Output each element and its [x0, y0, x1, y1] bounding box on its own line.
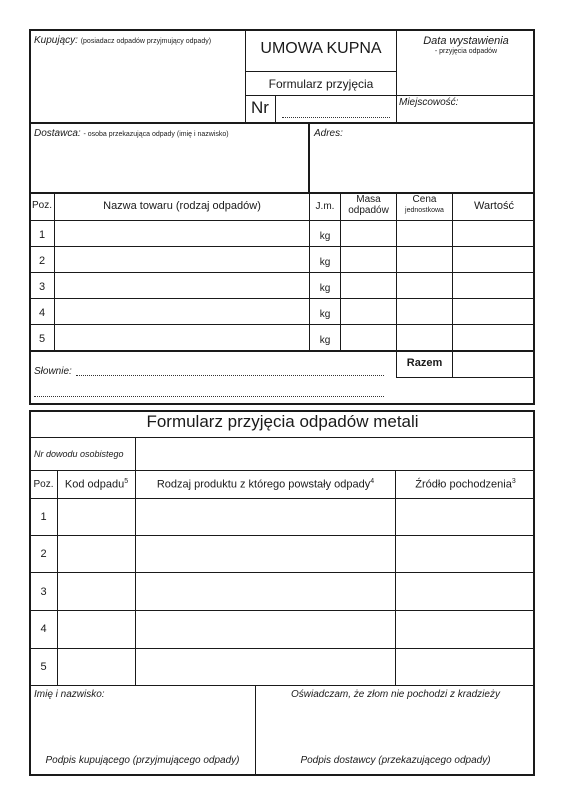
metals-form-title: Formularz przyjęcia odpadów metali [146, 412, 419, 431]
col-price-1: Cena [412, 194, 437, 205]
col-value: Wartość [474, 200, 514, 212]
contract-title: UMOWA KUPNA [260, 40, 382, 57]
col-waste-code: Kod odpadu$^5$ [64, 478, 129, 491]
buyer-signature-label: Podpis kupującego (przyjmującego odpady) [45, 755, 240, 766]
row-pos: 4 [38, 307, 46, 319]
row-pos: 1 [40, 511, 47, 523]
address-label: Adres: [314, 128, 343, 139]
buyer-signature-field[interactable] [32, 705, 253, 750]
row-unit: kg [319, 231, 331, 242]
amount-in-words-field[interactable] [76, 375, 384, 376]
total-value-field[interactable] [454, 352, 534, 376]
declaration-text: Oświadczam, że złom nie pochodzi z kradzieży [291, 689, 500, 700]
supplier-signature-field[interactable] [258, 705, 533, 750]
issue-date-label: Data wystawienia [423, 35, 509, 47]
row-unit: kg [319, 257, 331, 268]
total-label: Razem [406, 357, 443, 369]
contract-subtitle: Formularz przyjęcia [268, 77, 374, 91]
row-pos: 2 [40, 548, 47, 560]
col-price-2: jednostkowa [405, 207, 444, 214]
id-number-label: Nr dowodu osobistego [34, 449, 124, 459]
full-name-label: Imię i nazwisko: [34, 689, 105, 700]
amount-in-words-field-2[interactable] [34, 396, 384, 397]
row-unit: kg [319, 335, 331, 346]
row-pos: 2 [38, 255, 46, 267]
row-unit: kg [319, 283, 331, 294]
col-source: Źródło pochodzenia$^3$ [415, 478, 516, 491]
col-position: Poz. [31, 200, 52, 211]
buyer-note: (posiadacz odpadów przyjmujący odpady) [80, 38, 212, 45]
id-number-field[interactable] [137, 439, 533, 469]
col-product-type: Rodzaj produktu z którego powstały odpady$^4$ [156, 478, 375, 491]
issue-date-note: - przyjęcia odpadów [434, 48, 498, 55]
row-pos: 4 [40, 623, 47, 635]
col-goods-name: Nazwa towaru (rodzaj odpadów) [103, 200, 261, 212]
number-field[interactable] [282, 117, 390, 118]
issue-date-field[interactable] [398, 60, 534, 94]
supplier-signature-label: Podpis dostawcy (przekazującego odpady) [300, 755, 491, 766]
amount-in-words-label: Słownie: [34, 366, 72, 377]
row-pos: 1 [38, 229, 46, 241]
col-mass-2: odpadów [348, 205, 389, 216]
supplier-note: - osoba przekazująca odpady (imię i nazwisko) [83, 131, 229, 138]
col-unit: J.m. [315, 201, 335, 212]
row-pos: 3 [40, 586, 47, 598]
row-pos: 5 [38, 333, 46, 345]
col-position: Poz. [33, 479, 54, 490]
number-label: Nr [251, 98, 269, 117]
place-label: Miejscowość: [399, 97, 459, 108]
row-pos: 5 [40, 661, 47, 673]
buyer-label: Kupujący: (posiadacz odpadów przyjmujący odpady) [34, 35, 212, 46]
col-mass-1: Masa [356, 194, 381, 205]
row-pos: 3 [38, 281, 46, 293]
supplier-label: Dostawca: - osoba przekazująca odpady (imię i nazwisko) [34, 128, 229, 139]
row-unit: kg [319, 309, 331, 320]
